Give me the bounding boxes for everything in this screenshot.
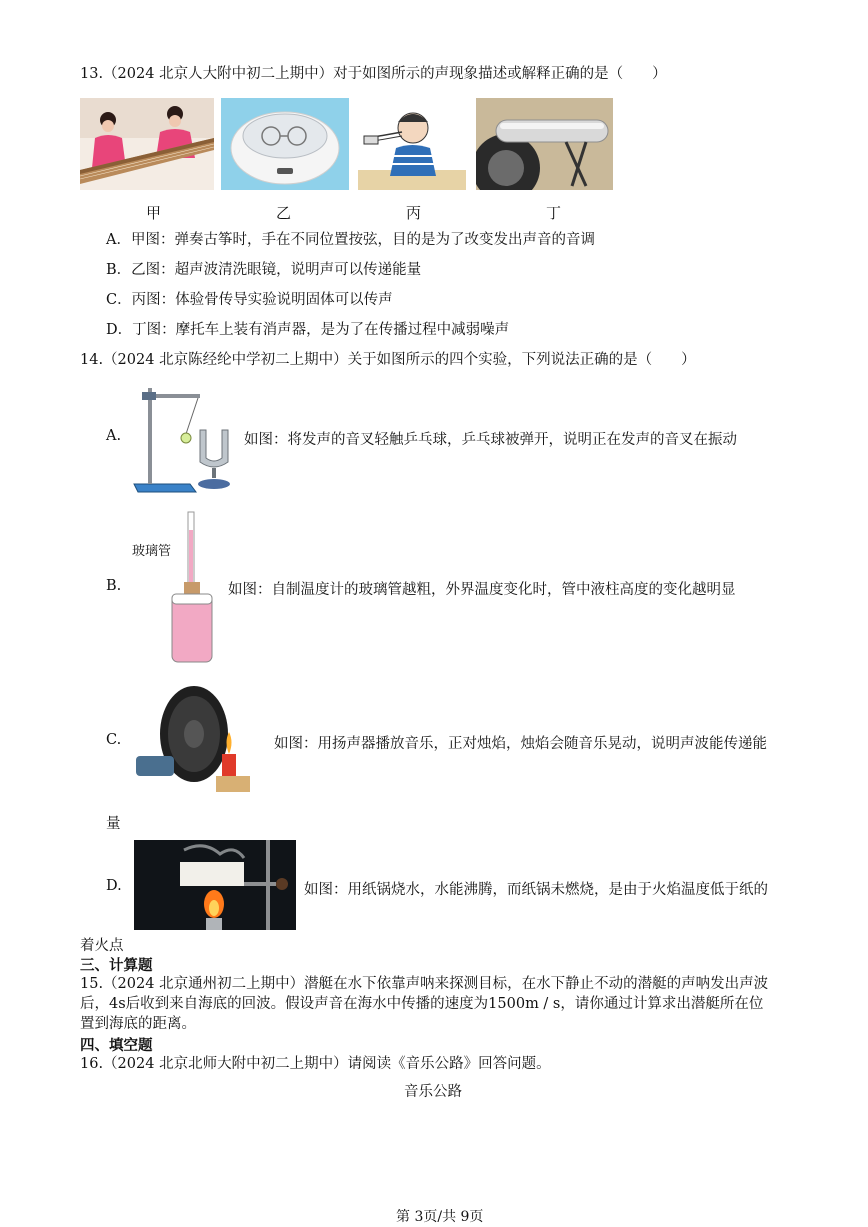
- q14-stem: 14.（2024 北京陈经纶中学初二上期中）关于如图所示的四个实验，下列说法正确的是（ ）: [80, 352, 696, 368]
- q16-stem: 16.（2024 北京北师大附中初二上期中）请阅读《音乐公路》回答问题。: [80, 1056, 551, 1072]
- q14-option-a-text: 如图：将发声的音叉轻触乒乓球，乒乓球被弹开，说明正在发声的音叉在振动: [244, 432, 737, 448]
- q13-option-c: C．丙图：体验骨传导实验说明固体可以传声: [106, 292, 393, 308]
- q13-figure-muffler: [476, 98, 613, 190]
- q14-option-c-continuation: 量: [106, 816, 121, 832]
- q13-caption-ding: 丁: [546, 204, 562, 222]
- q13-caption-bing: 丙: [406, 204, 422, 222]
- q14-option-b-text: 如图：自制温度计的玻璃管越粗，外界温度变化时，管中液柱高度的变化越明显: [228, 582, 736, 598]
- q13-caption-yi: 乙: [276, 204, 292, 222]
- q14-option-a-letter: A.: [106, 428, 122, 444]
- q13-figure-ultrasonic-cleaner: [221, 98, 349, 190]
- q15-line-3: 置到海底的距离。: [80, 1016, 196, 1032]
- q16-article-title: 音乐公路: [404, 1084, 462, 1100]
- q15-line-2: 后，4s后收到来自海底的回波。假设声音在海水中传播的速度为1500m / s，请你通过计算求出潜艇所在位: [80, 996, 764, 1012]
- q14-figure-paper-pot: [134, 840, 296, 930]
- q13-caption-jia: 甲: [146, 204, 162, 222]
- page-number: 第 3页/共 9页: [396, 1209, 484, 1225]
- q13-figure-bone-conduction: [358, 98, 466, 190]
- q13-option-d: D．丁图：摩托车上装有消声器，是为了在传播过程中减弱噪声: [106, 322, 510, 338]
- q14-option-b-letter: B.: [106, 578, 122, 594]
- q14-option-d-text: 如图：用纸锅烧水，水能沸腾，而纸锅未燃烧，是由于火焰温度低于纸的: [304, 882, 768, 898]
- section-3-heading: 三、计算题: [80, 958, 153, 974]
- q14-figure-speaker-candle: [130, 682, 258, 794]
- q13-stem: 13.（2024 北京人大附中初二上期中）对于如图所示的声现象描述或解释正确的是（ ）: [80, 66, 667, 82]
- q13-figure-guzheng: [80, 98, 214, 190]
- q14-option-d-continuation: 着火点: [80, 938, 124, 954]
- q14-figure-thermometer: [168, 510, 216, 666]
- q14-option-c-letter: C.: [106, 732, 122, 748]
- q14-figure-label-glass-tube: 玻璃管: [132, 544, 172, 559]
- section-4-heading: 四、填空题: [80, 1038, 153, 1054]
- q14-figure-tuning-fork: [130, 380, 240, 496]
- q14-option-d-letter: D.: [106, 878, 122, 894]
- q13-option-b: B．乙图：超声波清洗眼镜，说明声可以传递能量: [106, 262, 422, 278]
- q14-option-c-text: 如图：用扬声器播放音乐，正对烛焰，烛焰会随音乐晃动，说明声波能传递能: [274, 736, 767, 752]
- q13-option-a: A．甲图：弹奏古筝时，手在不同位置按弦，目的是为了改变发出声音的音调: [106, 232, 595, 248]
- q15-line-1: 15.（2024 北京通州初二上期中）潜艇在水下依靠声呐来探测目标，在水下静止不动的潜艇的声呐发出声波: [80, 976, 769, 992]
